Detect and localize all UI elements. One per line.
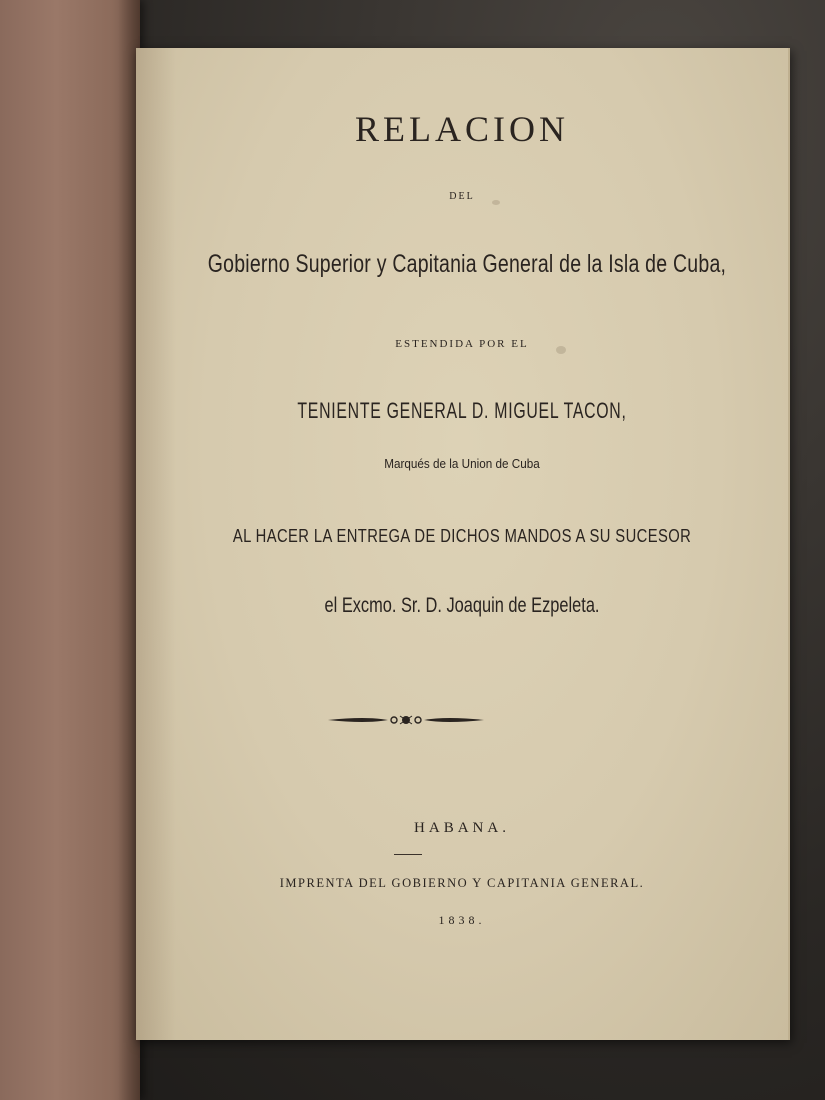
printer-ornament-icon: [326, 713, 486, 727]
book-subject: Gobierno Superior y Capitania General de la Isla de Cuba,: [207, 250, 727, 278]
author-title: Marqués de la Union de Cuba: [384, 456, 540, 471]
book-title: RELACION: [355, 109, 569, 149]
occasion-line: AL HACER LA ENTREGA DE DICHOS MANDOS A SU SUCESOR: [232, 526, 692, 546]
divider-rule: [394, 854, 422, 855]
printer-name: IMPRENTA DEL GOBIERNO Y CAPITANIA GENERAL.: [279, 876, 645, 890]
title-page: [136, 48, 790, 1040]
extended-by: ESTENDIDA POR EL: [395, 338, 529, 350]
title-connector: DEL: [449, 191, 475, 202]
publication-year: 1838.: [438, 913, 486, 927]
successor-line: el Excmo. Sr. D. Joaquin de Ezpeleta.: [324, 594, 600, 617]
author-name: TENIENTE GENERAL D. MIGUEL TACON,: [297, 398, 627, 423]
place-of-printing: HABANA.: [414, 820, 510, 836]
